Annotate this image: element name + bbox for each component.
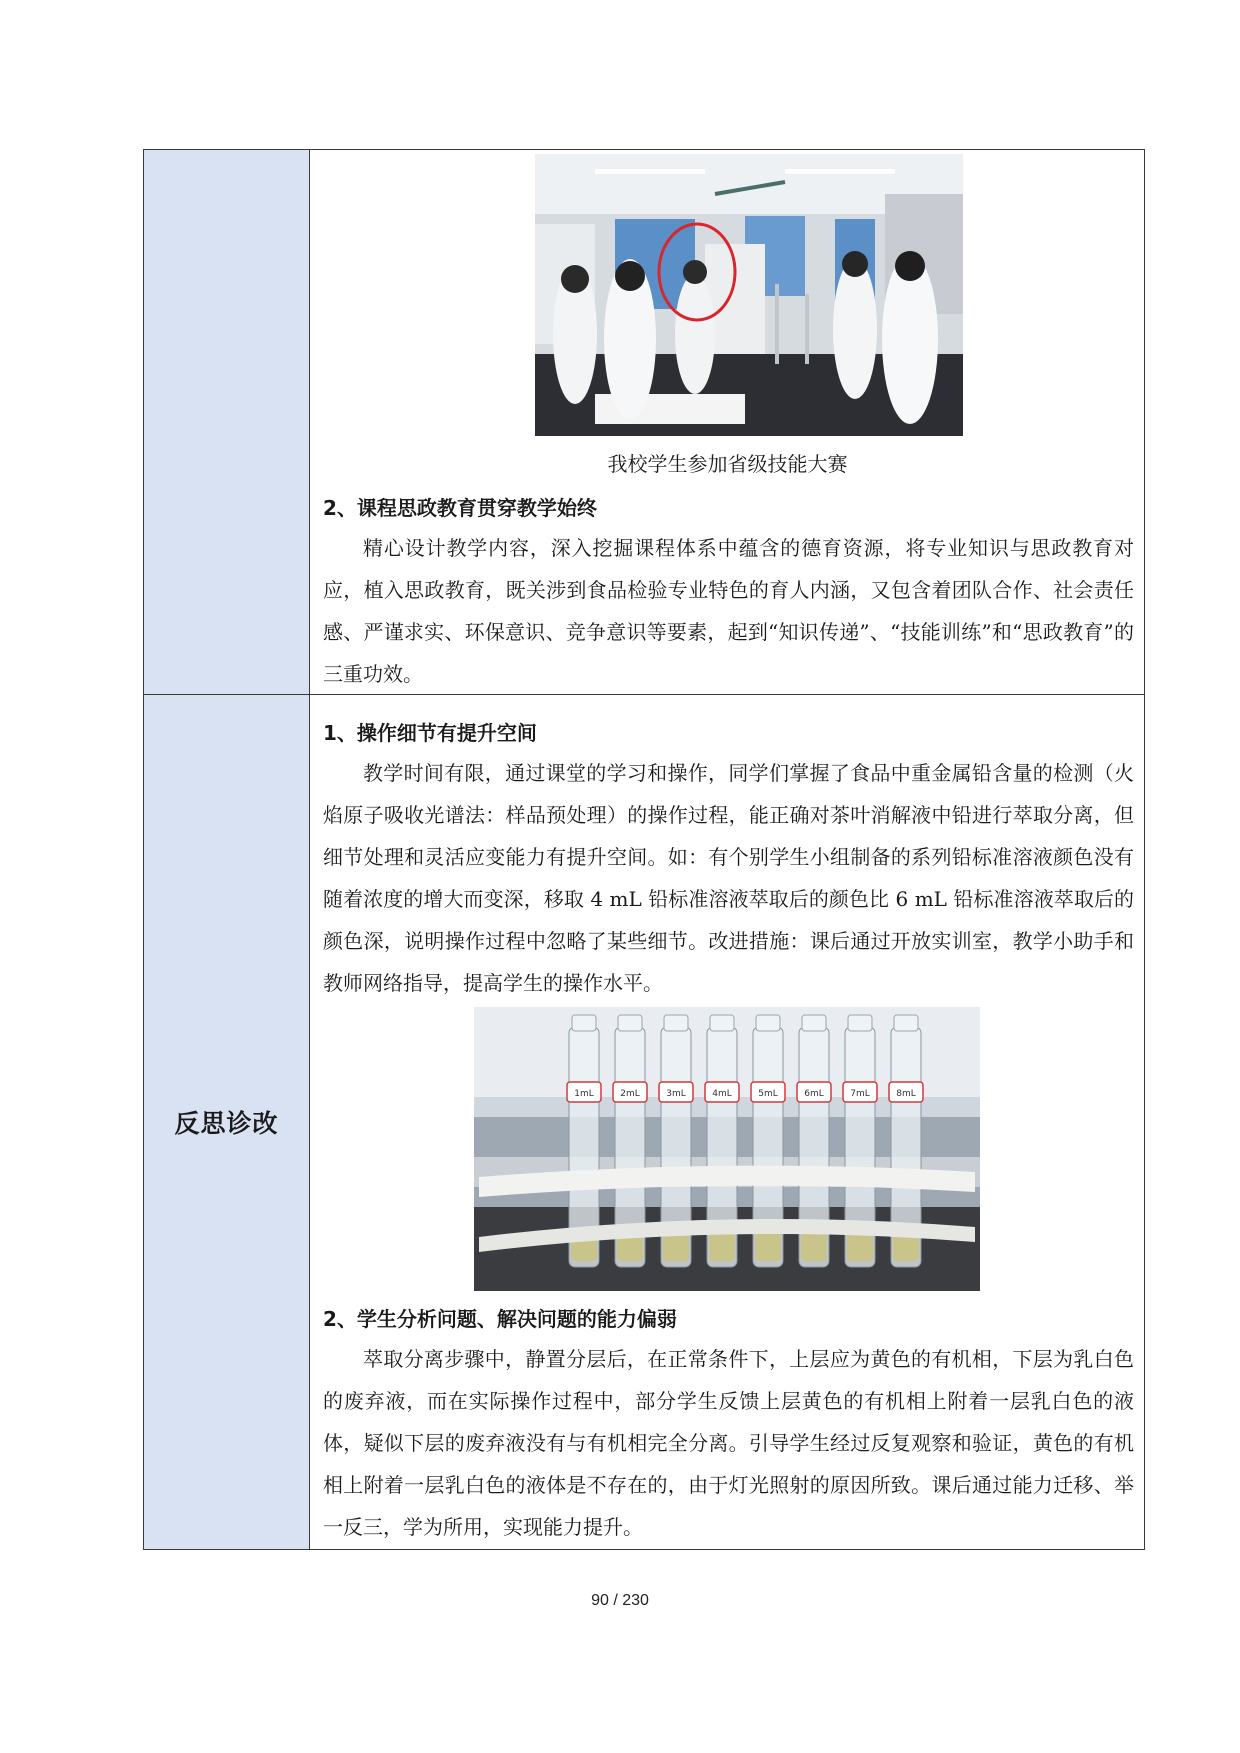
row-content-cell: [311, 695, 1144, 1549]
row-label-cell: [144, 695, 310, 1549]
row-label-cell: [144, 150, 310, 694]
tube-label-text: 4mL: [712, 1089, 732, 1099]
photo-caption: 我校学生参加省级技能大赛: [607, 452, 848, 476]
tube-label-text: 3mL: [666, 1089, 686, 1099]
tube-stopper: [572, 1015, 596, 1031]
tube-label-text: 6mL: [804, 1089, 824, 1099]
tube-stopper: [848, 1015, 872, 1031]
tube-label-text: 1mL: [574, 1089, 594, 1099]
tube-label-text: 7mL: [850, 1089, 870, 1099]
section-paragraph: 萃取分离步骤中，静置分层后，在正常条件下，上层应为黄色的有机相，下层为乳白色的废弃液，而在实际操作过程中，部分学生反馈上层黄色的有机相上附着一层乳白色的液体，疑似下层的废弃液没有与有机相完全分离。引导学生经过反复观察和验证，黄色的有机相上附着一层乳白色的液体是不存在的，由于灯光照射的原因所致。课后通过能力迁移、举一反三，学为所用，实现能力提升。: [323, 1347, 1134, 1539]
tube-stopper: [894, 1015, 918, 1031]
section-heading: 2、学生分析问题、解决问题的能力偏弱: [323, 1307, 677, 1331]
section-paragraph: 教学时间有限，通过课堂的学习和操作，同学们掌握了食品中重金属铅含量的检测（火焰原子吸收光谱法：样品预处理）的操作过程，能正确对茶叶消解液中铅进行萃取分离，但细节处理和灵活应变能力有提升空间。如：有个别学生小组制备的系列铅标准溶液颜色没有随着浓度的增大而变深，移取 4 mL 铅标准溶液萃取后的颜色比 6 mL 铅标准溶液萃取后的颜色深，说明操作过程中忽略了某些细节。改进措施：课后通过开放实训室，教学小助手和教师网络指导，提高学生的操作水平。: [323, 761, 1134, 995]
tube-stopper: [802, 1015, 826, 1031]
tube-label-text: 2mL: [620, 1089, 640, 1099]
row-label: 反思诊改: [174, 1109, 279, 1138]
section-heading: 1、操作细节有提升空间: [323, 721, 537, 745]
tube-stopper: [618, 1015, 642, 1031]
test-tubes-photo: [474, 1007, 980, 1291]
section-paragraph: 精心设计教学内容，深入挖掘课程体系中蕴含的德育资源，将专业知识与思政教育对应，植入思政教育，既关涉到食品检验专业特色的育人内涵，又包含着团队合作、社会责任感、严谨求实、环保意识、竞争意识等要素，起到“知识传递”、“技能训练”和“思政教育”的三重功效。: [323, 536, 1134, 686]
tube-stopper: [710, 1015, 734, 1031]
section-heading: 2、课程思政教育贯穿教学始终: [323, 496, 597, 520]
tube-stopper: [664, 1015, 688, 1031]
tube-stopper: [756, 1015, 780, 1031]
content-table: [143, 149, 1145, 1550]
table-row-reflection: [144, 695, 1144, 1549]
page-number: 90 / 230: [591, 1592, 649, 1609]
tube-label-text: 8mL: [896, 1089, 916, 1099]
tube-label-text: 5mL: [758, 1089, 778, 1099]
competition-photo: [535, 154, 963, 436]
table-row-continued: [144, 150, 1144, 695]
row-content-cell: [311, 150, 1144, 694]
